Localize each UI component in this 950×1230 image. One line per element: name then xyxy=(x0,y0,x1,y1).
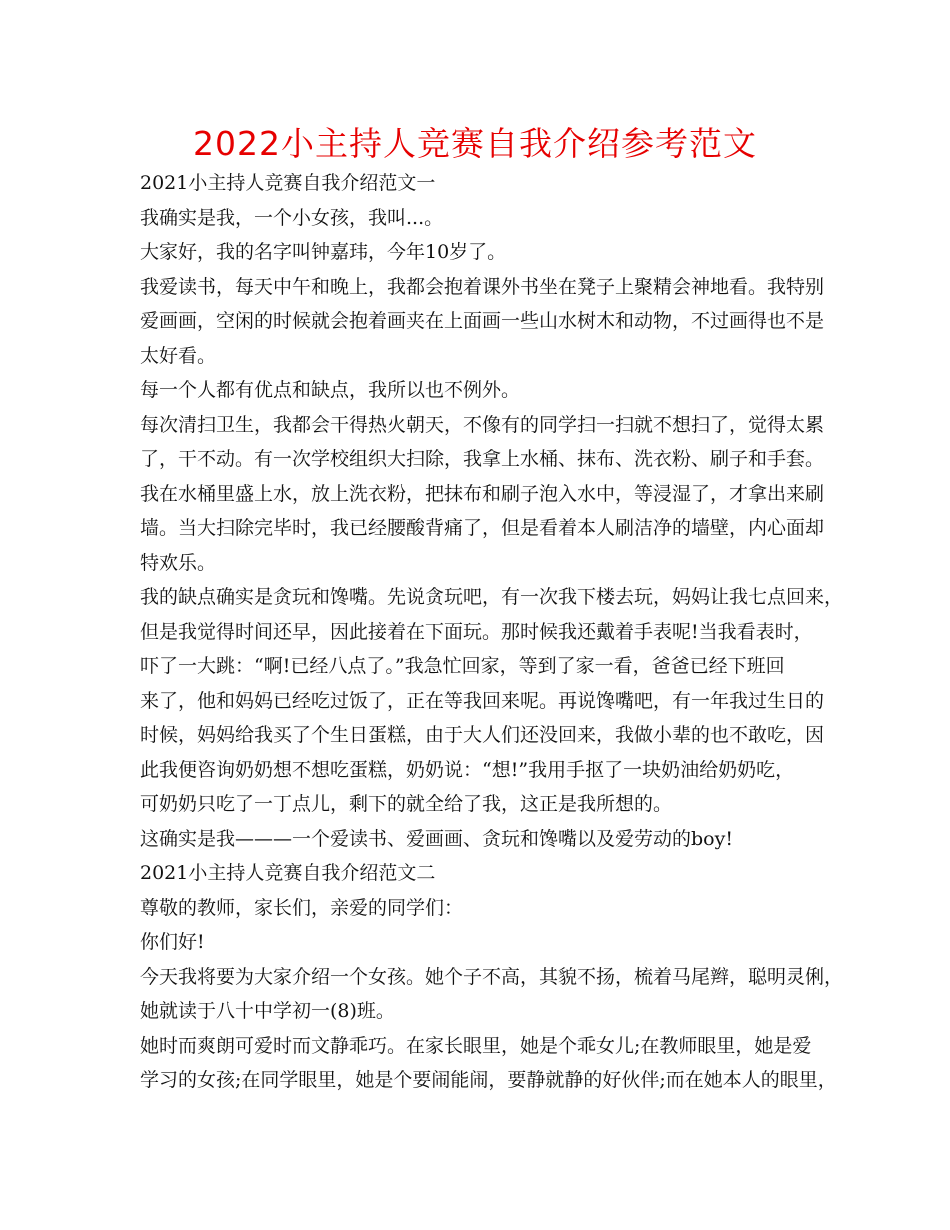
text-line: 我爱读书，每天中午和晚上，我都会抱着课外书坐在凳子上聚精会神地看。我特别 xyxy=(140,275,825,298)
text-line: 了，干不动。有一次学校组织大扫除，我拿上水桶、抹布、洗衣粉、刷子和手套。 xyxy=(140,448,825,470)
text-line: 她时而爽朗可爱时而文静乖巧。在家长眼里，她是个乖女儿;在教师眼里，她是爱 xyxy=(140,1034,812,1057)
text-line: 可奶奶只吃了一丁点儿，剩下的就全给了我，这正是我所想的。 xyxy=(140,793,673,815)
document-title: 2022小主持人竞赛自我介绍参考范文 xyxy=(193,124,757,163)
text-line: 特欢乐。 xyxy=(140,551,217,574)
text-line: 此我便咨询奶奶想不想吃蛋糕，奶奶说：“想!”我用手抠了一块奶油给奶奶吃， xyxy=(140,758,795,781)
text-line: 来了，他和妈妈已经吃过饭了，正在等我回来呢。再说馋嘴吧，有一年我过生日的 xyxy=(140,689,825,712)
text-line: 大家好，我的名字叫钟嘉玮，今年10岁了。 xyxy=(140,241,507,263)
text-line: 她就读于八十中学初一(8)班。 xyxy=(140,1000,395,1022)
text-line: 你们好! xyxy=(140,931,205,953)
text-line: 我在水桶里盛上水，放上洗衣粉，把抹布和刷子泡入水中，等浸湿了，才拿出来刷 xyxy=(140,482,825,505)
text-line: 学习的女孩;在同学眼里，她是个要闹能闹，要静就静的好伙伴;而在她本人的眼里， xyxy=(140,1069,837,1091)
text-line: 2021小主持人竞赛自我介绍范文二 xyxy=(140,862,436,884)
text-line: 尊敬的教师，家长们，亲爱的同学们： xyxy=(140,896,464,919)
text-line: 时候，妈妈给我买了个生日蛋糕，由于大人们还没回来，我做小辈的也不敢吃，因 xyxy=(140,724,825,746)
text-line: 每次清扫卫生，我都会干得热火朝天，不像有的同学扫一扫就不想扫了，觉得太累 xyxy=(140,413,825,436)
text-line: 每一个人都有优点和缺点，我所以也不例外。 xyxy=(140,379,521,401)
text-line: 但是我觉得时间还早，因此接着在下面玩。那时候我还戴着手表呢!当我看表时， xyxy=(140,620,813,643)
text-line: 我确实是我，一个小女孩，我叫...。 xyxy=(140,206,444,229)
text-line: 我的缺点确实是贪玩和馋嘴。先说贪玩吧，有一次我下楼去玩，妈妈让我七点回来， xyxy=(140,586,844,608)
text-line: 今天我将要为大家介绍一个女孩。她个子不高，其貌不扬，梳着马尾辫，聪明灵俐， xyxy=(140,965,844,988)
text-line: 爱画画，空闲的时候就会抱着画夹在上面画一些山水树木和动物，不过画得也不是 xyxy=(140,310,825,332)
text-line: 太好看。 xyxy=(140,344,217,367)
document-body xyxy=(140,166,844,1098)
text-line: 墙。当大扫除完毕时，我已经腰酸背痛了，但是看着本人刷洁净的墙壁，内心面却 xyxy=(140,517,825,539)
text-line: 吓了一大跳：“啊!已经八点了。”我急忙回家，等到了家一看，爸爸已经下班回 xyxy=(140,655,785,677)
text-line: 2021小主持人竞赛自我介绍范文一 xyxy=(140,172,436,194)
text-line: 这确实是我———一个爱读书、爱画画、贪玩和馋嘴以及爱劳动的boy! xyxy=(140,827,733,850)
